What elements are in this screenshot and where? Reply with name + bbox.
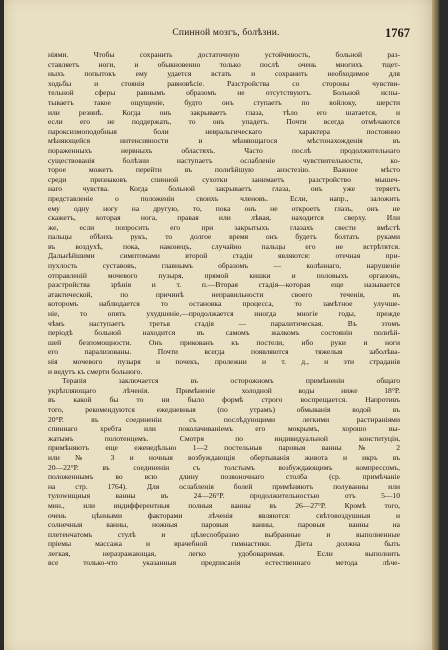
text-line: разстройства зрѣнія и т. п.—Вторая стадія—которая еще называется	[48, 280, 400, 290]
text-line: періодѣ больной находится въ самомъ жалкомъ состояніи полнѣй-	[48, 328, 400, 338]
text-line: среди признаковъ спинной сухотки занимаетъ разстройство мышеч-	[48, 174, 400, 184]
text-line: существованія болѣзни наступаетъ ослабленіе чувствительности, ко-	[48, 155, 400, 165]
page-number: 1767	[385, 26, 410, 40]
text-line: пароксизмоподобныя боли невральгическаго характера постоянно	[48, 126, 400, 136]
text-line: пальцы обѣихъ рукъ, то долгое время онъ будетъ болтать руками	[48, 232, 400, 242]
text-line: 20—22°Р. въ соединеніи съ толстымъ возбуждающимъ компрессомъ,	[48, 462, 400, 472]
text-line: же, если попросить его при закрытыхъ глазахъ свести вмѣстѣ	[48, 222, 400, 232]
text-line: ему одну ногу на другую, то, пока онъ не откроетъ глазъ, онъ не	[48, 203, 400, 213]
text-line: ніями. Чтобы сохранить достаточную устойчивость, больной раз-	[48, 50, 400, 59]
text-line: примѣняютъ еще еженедѣльно 1—2 постельныя паровыя ванны № 2	[48, 443, 400, 453]
book-page	[4, 0, 440, 650]
text-line: тываетъ такое ощущеніе, будто онъ ступаетъ по войлоку, шерсти	[48, 97, 400, 107]
text-line: легкая, неразражающая, легко удобоваримая. Если выполнить	[48, 548, 400, 558]
text-line: тельной сферы равнымъ образомъ не отсутствуютъ. Больной испы-	[48, 88, 400, 98]
text-line: Дальнѣйшими симптомами второй стадіи являются: отечная при-	[48, 251, 400, 261]
text-line: укрѣпляющаго лѣченія. Примѣненіе холодной воды ниже 18°Р.	[48, 385, 400, 395]
text-line: его парализованы. Почти всегда появляются тяжелыя заболѣва-	[48, 347, 400, 357]
text-line: торое можетъ перейти въ полнѣйшую анэстезію. Важное мѣсто	[48, 165, 400, 175]
text-line: представленіе о положеніи своихъ членовъ. Если, напр., заложить	[48, 193, 400, 203]
text-line: которомъ наблюдается то остановка процесса, то замѣтное улучше-	[48, 299, 400, 309]
text-line: Терапія заключается въ осторожномъ примѣненіи общаго	[62, 376, 400, 386]
running-head: Спинной мозгъ, болѣзни.	[172, 28, 280, 38]
text-line: пораженныхъ нервныхъ областяхъ. Часто послѣ продолжительнаго	[48, 145, 400, 155]
text-line: очень цѣнными факторами лѣченія являются: свѣтовоздушныя и	[48, 510, 400, 520]
text-line: ставляетъ ноги, и обыкновенно только послѣ очень многихъ тщет-	[48, 59, 400, 69]
text-line: въ какой бы то ни было формѣ строго воспрещается. Напротивъ	[48, 395, 400, 405]
text-line: плетенчатомъ стулѣ и цѣлесообразно выбранные и выполненные	[48, 529, 400, 539]
text-line: шей безпомощности. Онъ прикованъ къ постели, ибо руки и ноги	[48, 337, 400, 347]
text-line: нія мочевого пузыря и почекъ, пролежни и т. д., и эти страданія	[48, 357, 400, 366]
text-line: положеннымъ во всю длину позвоночнаго столба (ср. примѣчаніе	[48, 472, 400, 482]
text-line: на стр. 1764). Для ослабленія болей примѣняютъ полуванны или	[48, 481, 400, 491]
text-line: того, рекомендуются ежедневныя (по утрамъ) обмыванія водой въ	[48, 404, 400, 414]
text-line: если его не поддержать, то онъ упадетъ. Почти всегда отмѣчаются	[48, 117, 400, 127]
text-line: жатымъ полотенцемъ. Смотря по индивидуальной конституціи,	[48, 433, 400, 443]
text-line: все только-что указанныя предписанія естественнаго метода лѣче-	[48, 558, 400, 568]
text-line: мин., или индифферентныя полныя ванны въ 26—27°Р. Кромѣ того,	[48, 500, 400, 510]
paragraph	[48, 50, 400, 376]
text-line: спиннаго хребта или поколачиваніемъ его мокрымъ, хорошо вы-	[48, 424, 400, 434]
text-line: ныхъ попытокъ ему удается встать и сохранить необходимое для	[48, 69, 400, 79]
text-line: солнечныя ванны, ножныя паровыя ванны, паровыя ванны на	[48, 520, 400, 530]
text-line: ніе, то опять ухудшеніе,—продолжается иногда многіе годы, прежде	[48, 309, 400, 319]
text-line: и ведутъ къ смерти больного.	[48, 366, 143, 376]
text-line: пухлость суставовъ, главнымъ образомъ — колѣннаго, нарушеніе	[48, 261, 400, 271]
text-line: мѣняющейся интенсивности и мѣняющагося мѣстонахожденія въ	[48, 136, 400, 146]
text-line: скажетъ, которая нога, правая или лѣвая, находится сверху. Или	[48, 213, 400, 223]
text-line: ходьбы и стоянія равновѣсіе. Разстройства со стороны чувстви-	[48, 78, 400, 88]
text-line: 20°Р. въ соединеніи съ послѣдующими легкими растираніями	[48, 414, 400, 424]
text-line: или № 3 и ночныя возбуждающія обертыванія живота и икръ въ	[48, 452, 400, 462]
paragraph	[48, 376, 400, 568]
text-line: наго чувства. Когда больной закрываетъ глаза, онъ уже теряетъ	[48, 184, 400, 194]
page-header	[40, 26, 412, 44]
text-line: атактической, по причинѣ неправильности своего теченія, въ	[48, 289, 400, 299]
text-line: отправленій мочевого пузыря, прямой кишки и половыхъ органовъ,	[48, 270, 400, 280]
page-edge	[432, 0, 440, 650]
body-text	[48, 50, 400, 568]
text-line: чѣмъ наступаетъ третья стадія — паралитическая. Въ этомъ	[48, 318, 400, 328]
text-line: пріемы массажа и врачебной гимнастики. Діета должна быть	[48, 539, 400, 549]
text-line: въ воздухѣ, пока, наконецъ, случайно пальцы его не встрѣтятся.	[48, 241, 400, 251]
text-line: или резинѣ. Когда онъ закрываетъ глаза, тѣло его шатается, и	[48, 107, 400, 117]
text-line: тулowищныя ванны въ 24—26°Р. продолжительностью отъ 5—10	[48, 491, 400, 501]
